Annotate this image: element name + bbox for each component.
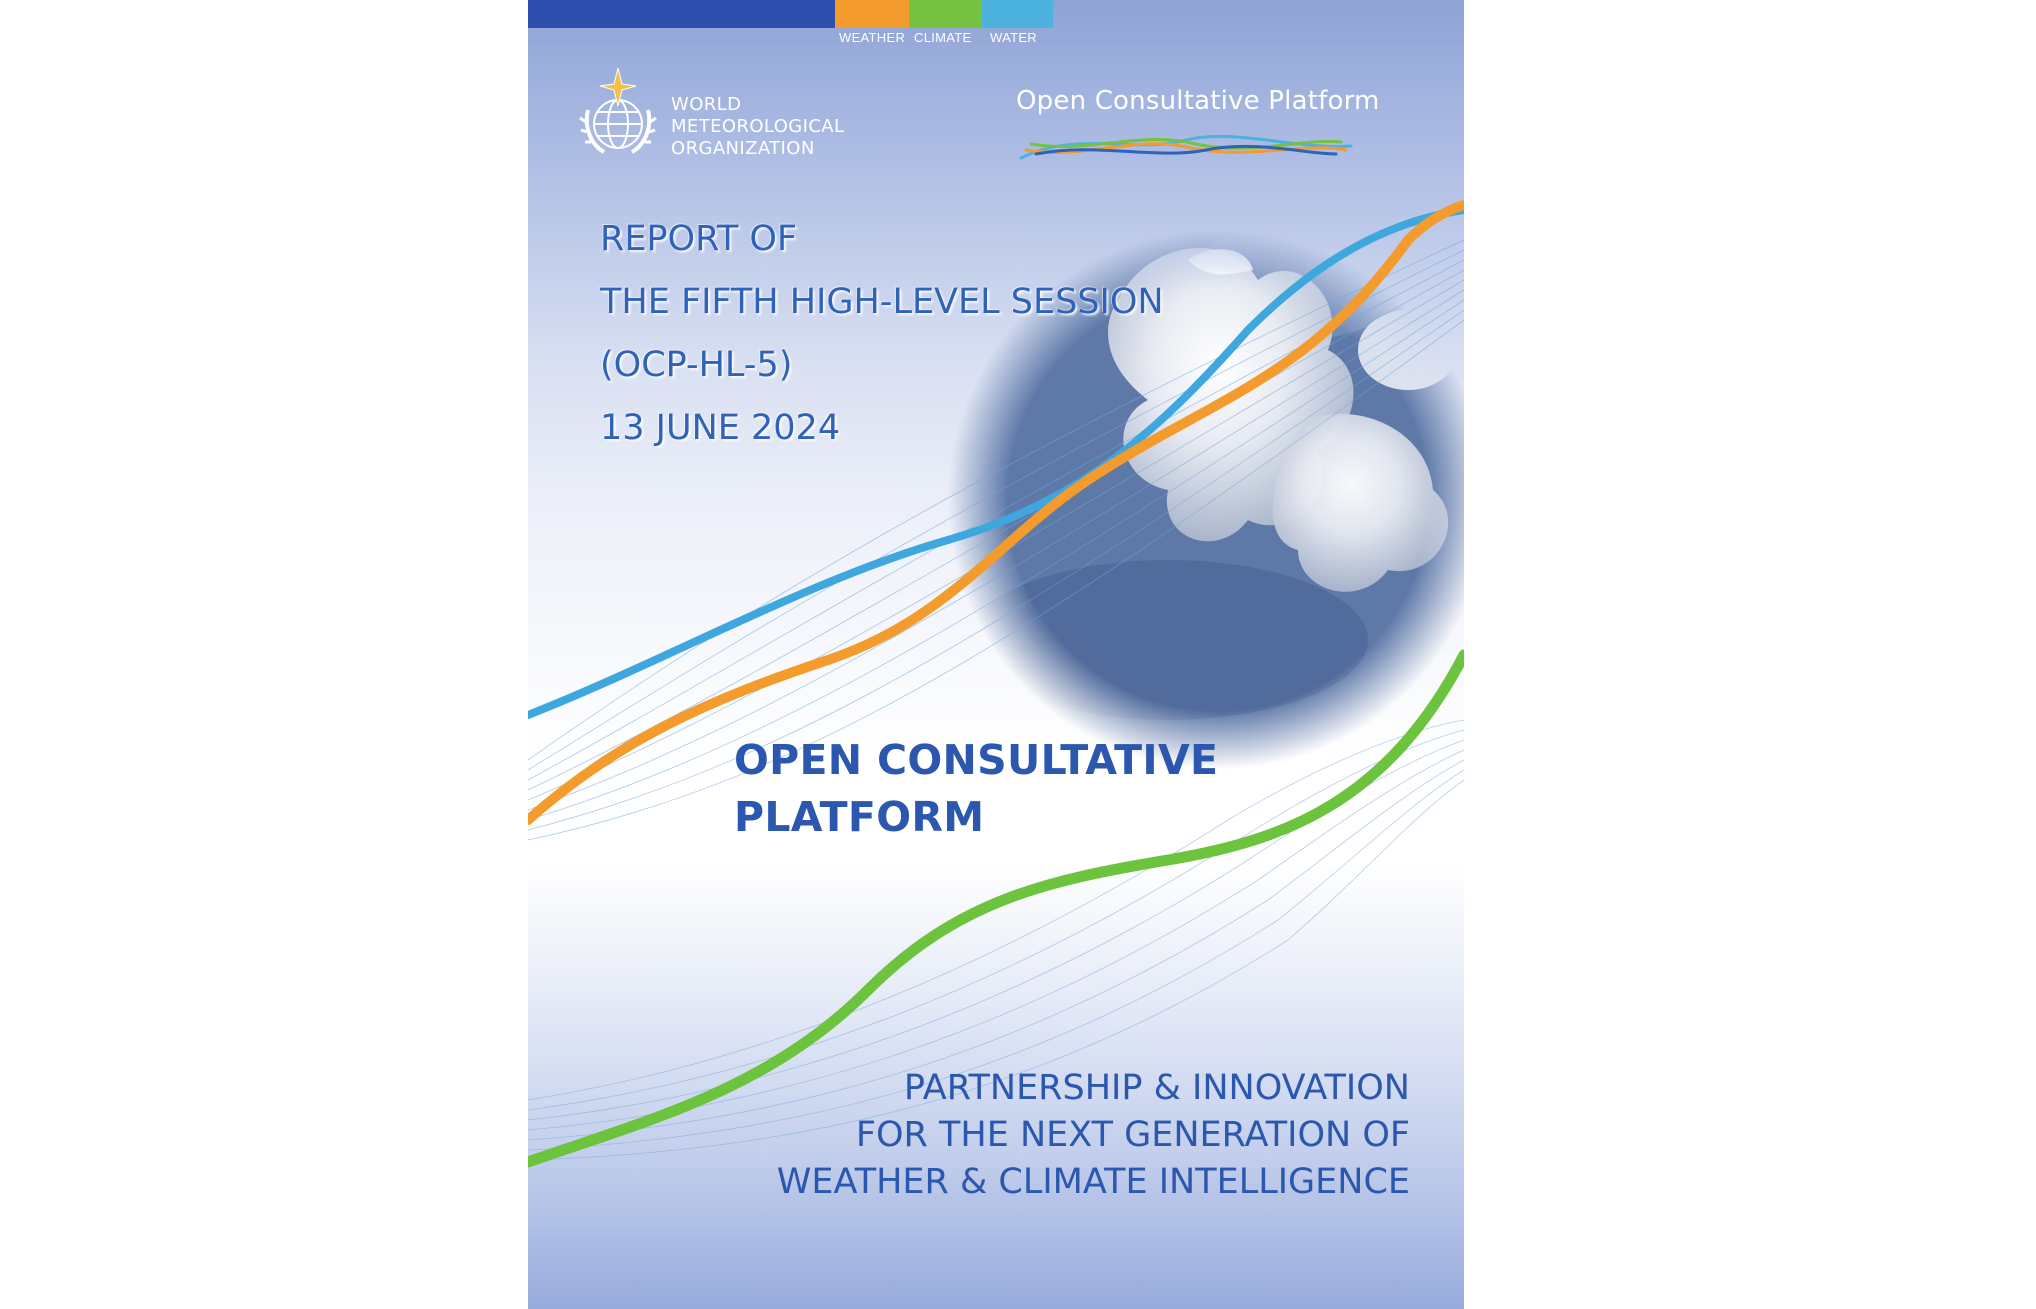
report-cover <box>528 0 1464 1309</box>
main-title-line-2: PLATFORM <box>734 793 985 841</box>
tagline <box>777 1065 1410 1206</box>
main-title-line-1: OPEN CONSULTATIVE <box>734 736 1219 784</box>
org-name-line-3: ORGANIZATION <box>671 138 815 159</box>
wmo-emblem-icon <box>578 64 668 160</box>
org-name-line-1: WORLD <box>671 94 742 115</box>
report-title <box>600 208 1164 460</box>
ocp-waves-icon <box>1016 120 1356 166</box>
brand-strip-green <box>909 0 982 28</box>
tagline-line-2: FOR THE NEXT GENERATION OF <box>855 1115 1410 1155</box>
wmo-logo <box>578 64 878 164</box>
strip-label-climate: CLIMATE <box>914 30 972 45</box>
report-title-line-2: THE FIFTH HIGH-LEVEL SESSION <box>600 282 1164 322</box>
org-name-line-2: METEOROLOGICAL <box>671 116 845 137</box>
brand-strip-blue <box>528 0 835 28</box>
main-title <box>734 732 1218 846</box>
strip-label-water: WATER <box>990 30 1037 45</box>
strip-label-weather: WEATHER <box>839 30 906 45</box>
brand-strip-light-blue <box>982 0 1053 28</box>
tagline-line-1: PARTNERSHIP & INNOVATION <box>903 1068 1410 1108</box>
brand-strip-orange <box>835 0 909 28</box>
platform-logo-title: Open Consultative Platform <box>1016 86 1380 116</box>
tagline-line-3: WEATHER & CLIMATE INTELLIGENCE <box>776 1162 1410 1202</box>
report-title-line-3: (OCP-HL-5) <box>600 345 793 385</box>
report-date: 13 JUNE 2024 <box>600 408 841 448</box>
report-title-line-1: REPORT OF <box>600 219 798 259</box>
